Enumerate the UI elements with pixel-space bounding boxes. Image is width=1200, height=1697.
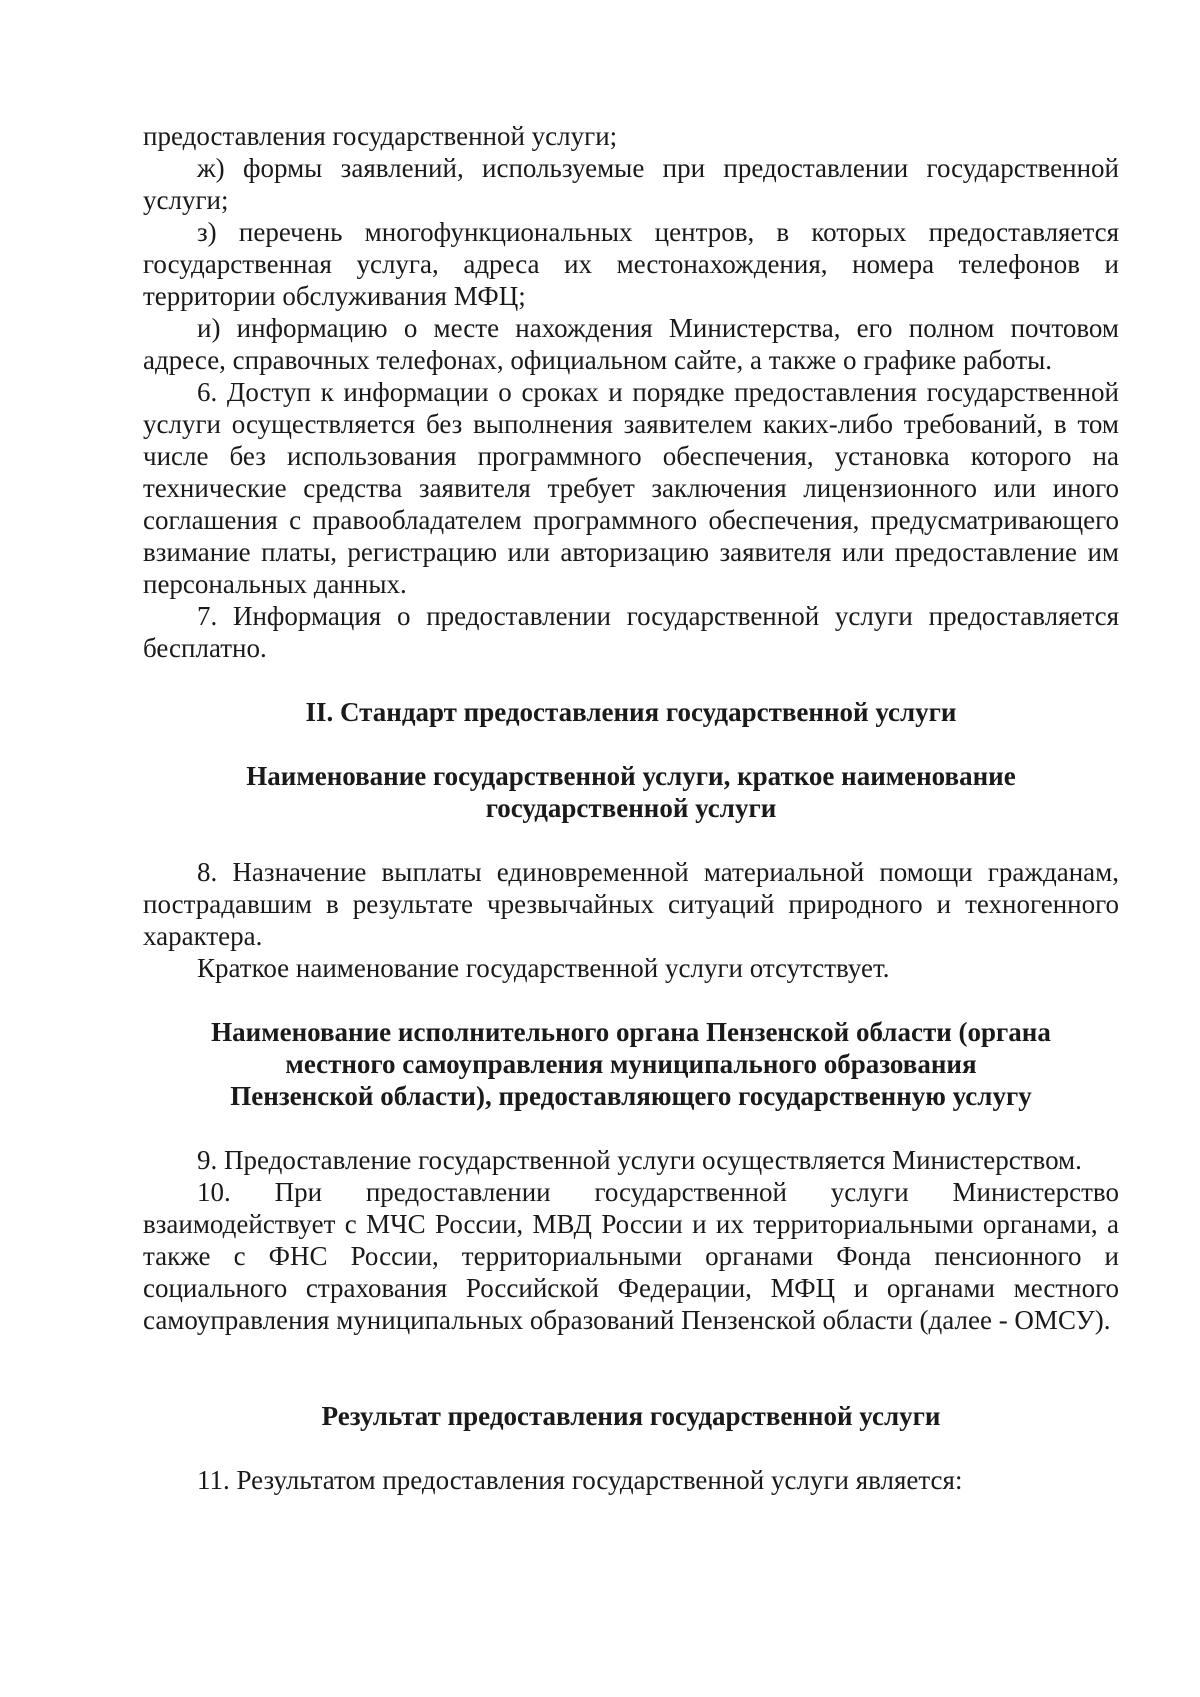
heading-line: Наименование исполнительного органа Пензенской области (органа	[211, 1017, 1051, 1047]
list-item-zh: ж) формы заявлений, используемые при предоставлении государственной услуги;	[143, 153, 1119, 215]
paragraph-10: 10. При предоставлении государственной услуги Министерство взаимодействует с МЧС России, МВД России и их территориальными органами, а также с ФНС России, территориальными органами Фонда пенсионного и социального страхования Российской Федерации, МФЦ и органами местного самоуправления муниципальных образований Пензенской области (далее - ОМСУ).	[143, 1177, 1119, 1335]
spacer	[143, 824, 1119, 856]
spacer	[143, 984, 1119, 1016]
spacer	[143, 664, 1119, 696]
paragraph-7: 7. Информация о предоставлении государственной услуги предоставляется бесплатно.	[143, 601, 1119, 663]
paragraph-11: 11. Результатом предоставления государственной услуги является:	[197, 1465, 963, 1495]
paragraph-8: 8. Назначение выплаты единовременной материальной помощи гражданам, пострадавшим в результате чрезвычайных ситуаций природного и техногенного характера.	[143, 857, 1119, 951]
spacer	[143, 1112, 1119, 1144]
list-item-i: и) информацию о месте нахождения Министерства, его полном почтовом адресе, справочных телефонах, официальном сайте, а также о графике работы.	[143, 313, 1119, 375]
lead-fragment: предоставления государственной услуги;	[143, 121, 618, 151]
paragraph-8-short-name: Краткое наименование государственной услуги отсутствует.	[197, 953, 890, 983]
spacer	[143, 1336, 1119, 1400]
spacer	[143, 1432, 1119, 1464]
paragraph-6: 6. Доступ к информации о сроках и порядке предоставления государственной услуги осуществляется без выполнения заявителем каких-либо требований, в том числе без использования программного обеспечения, установка которого на технические средства заявителя требует заключения лицензионного или иного соглашения с правообладателем программного обеспечения, предусматривающего взимание платы, регистрацию или авторизацию заявителя или предоставление им персональных данных.	[143, 377, 1119, 599]
paragraph-9: 9. Предоставление государственной услуги осуществляется Министерством.	[197, 1145, 1082, 1175]
spacer	[143, 728, 1119, 760]
subsection-heading-organ	[143, 1016, 1119, 1112]
subsection-heading-name	[143, 760, 1119, 824]
heading-line: Пензенской области), предоставляющего государственную услугу	[230, 1081, 1032, 1111]
heading-line: местного самоуправления муниципального образования	[285, 1049, 977, 1079]
document-body	[143, 120, 1119, 1496]
heading-line: Наименование государственной услуги, краткое наименование	[246, 761, 1016, 791]
list-item-z: з) перечень многофункциональных центров, в которых предоставляется государственная услуга, адреса их местонахождения, номера телефонов и территории обслуживания МФЦ;	[143, 217, 1119, 311]
heading-line: государственной услуги	[485, 793, 777, 823]
section-title: II. Стандарт предоставления государственной услуги	[305, 697, 957, 727]
subsection-heading-result: Результат предоставления государственной услуги	[321, 1401, 941, 1431]
